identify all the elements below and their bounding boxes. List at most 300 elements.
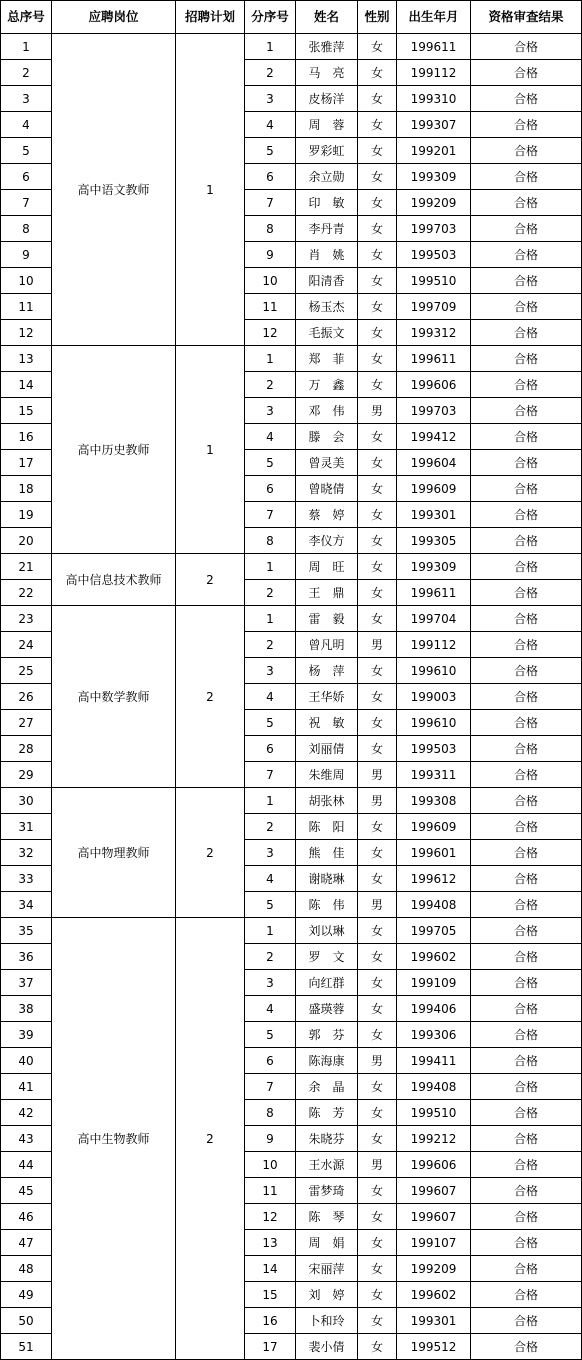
sub-no-cell: 7	[245, 190, 296, 216]
result-cell: 合格	[471, 606, 582, 632]
gender-cell: 女	[358, 294, 397, 320]
result-cell: 合格	[471, 996, 582, 1022]
gender-cell: 女	[358, 1230, 397, 1256]
total-no-cell: 48	[1, 1256, 52, 1282]
result-cell: 合格	[471, 1308, 582, 1334]
birth-cell: 199609	[397, 476, 471, 502]
result-cell: 合格	[471, 86, 582, 112]
name-cell: 印 敏	[296, 190, 358, 216]
total-no-cell: 33	[1, 866, 52, 892]
gender-cell: 女	[358, 658, 397, 684]
total-no-cell: 2	[1, 60, 52, 86]
sub-no-cell: 11	[245, 1178, 296, 1204]
name-cell: 裴小倩	[296, 1334, 358, 1360]
name-cell: 陈 伟	[296, 892, 358, 918]
total-no-cell: 17	[1, 450, 52, 476]
gender-cell: 女	[358, 736, 397, 762]
plan-cell: 2	[176, 788, 245, 918]
name-cell: 马 亮	[296, 60, 358, 86]
result-cell: 合格	[471, 866, 582, 892]
name-cell: 毛振文	[296, 320, 358, 346]
table-row	[1, 34, 582, 60]
result-cell: 合格	[471, 1022, 582, 1048]
position-cell: 高中信息技术教师	[52, 554, 176, 606]
birth-cell: 199705	[397, 918, 471, 944]
result-cell: 合格	[471, 1230, 582, 1256]
gender-cell: 女	[358, 190, 397, 216]
position-cell: 高中语文教师	[52, 34, 176, 346]
birth-cell: 199607	[397, 1178, 471, 1204]
sub-no-cell: 4	[245, 996, 296, 1022]
gender-cell: 女	[358, 1178, 397, 1204]
result-cell: 合格	[471, 580, 582, 606]
birth-cell: 199510	[397, 1100, 471, 1126]
birth-cell: 199412	[397, 424, 471, 450]
result-cell: 合格	[471, 1152, 582, 1178]
sub-no-cell: 3	[245, 840, 296, 866]
birth-cell: 199112	[397, 632, 471, 658]
gender-cell: 女	[358, 710, 397, 736]
gender-cell: 男	[358, 1152, 397, 1178]
birth-cell: 199408	[397, 892, 471, 918]
sub-no-cell: 12	[245, 1204, 296, 1230]
sub-no-cell: 4	[245, 112, 296, 138]
total-no-cell: 26	[1, 684, 52, 710]
birth-cell: 199703	[397, 398, 471, 424]
sub-no-cell: 4	[245, 424, 296, 450]
gender-cell: 女	[358, 944, 397, 970]
sub-no-cell: 5	[245, 892, 296, 918]
name-cell: 宋丽萍	[296, 1256, 358, 1282]
result-cell: 合格	[471, 502, 582, 528]
gender-cell: 女	[358, 918, 397, 944]
result-cell: 合格	[471, 372, 582, 398]
sub-no-cell: 3	[245, 658, 296, 684]
total-no-cell: 16	[1, 424, 52, 450]
birth-cell: 199212	[397, 1126, 471, 1152]
position-cell: 高中物理教师	[52, 788, 176, 918]
total-no-cell: 15	[1, 398, 52, 424]
gender-cell: 女	[358, 684, 397, 710]
total-no-cell: 25	[1, 658, 52, 684]
total-no-cell: 13	[1, 346, 52, 372]
name-cell: 李丹青	[296, 216, 358, 242]
table-body	[1, 34, 582, 1360]
name-cell: 周 旺	[296, 554, 358, 580]
result-cell: 合格	[471, 1282, 582, 1308]
result-cell: 合格	[471, 736, 582, 762]
name-cell: 杨 萍	[296, 658, 358, 684]
birth-cell: 199602	[397, 944, 471, 970]
total-no-cell: 36	[1, 944, 52, 970]
birth-cell: 199610	[397, 710, 471, 736]
result-cell: 合格	[471, 528, 582, 554]
total-no-cell: 41	[1, 1074, 52, 1100]
result-cell: 合格	[471, 710, 582, 736]
gender-cell: 女	[358, 606, 397, 632]
birth-cell: 199406	[397, 996, 471, 1022]
gender-cell: 女	[358, 528, 397, 554]
sub-no-cell: 8	[245, 1100, 296, 1126]
name-cell: 曾灵美	[296, 450, 358, 476]
result-cell: 合格	[471, 1204, 582, 1230]
result-cell: 合格	[471, 814, 582, 840]
sub-no-cell: 1	[245, 554, 296, 580]
gender-cell: 女	[358, 580, 397, 606]
birth-cell: 199604	[397, 450, 471, 476]
table-row	[1, 918, 582, 944]
name-cell: 邓 伟	[296, 398, 358, 424]
total-no-cell: 46	[1, 1204, 52, 1230]
sub-no-cell: 13	[245, 1230, 296, 1256]
total-no-cell: 51	[1, 1334, 52, 1360]
birth-cell: 199109	[397, 970, 471, 996]
name-cell: 蔡 婷	[296, 502, 358, 528]
name-cell: 杨玉杰	[296, 294, 358, 320]
sub-no-cell: 2	[245, 60, 296, 86]
sub-no-cell: 6	[245, 736, 296, 762]
sub-no-cell: 7	[245, 502, 296, 528]
name-cell: 罗 文	[296, 944, 358, 970]
name-cell: 谢晓琳	[296, 866, 358, 892]
total-no-cell: 47	[1, 1230, 52, 1256]
birth-cell: 199602	[397, 1282, 471, 1308]
result-cell: 合格	[471, 1256, 582, 1282]
total-no-cell: 37	[1, 970, 52, 996]
gender-cell: 男	[358, 788, 397, 814]
header-position: 应聘岗位	[52, 1, 176, 34]
result-cell: 合格	[471, 632, 582, 658]
position-cell: 高中生物教师	[52, 918, 176, 1360]
name-cell: 刘 婷	[296, 1282, 358, 1308]
result-cell: 合格	[471, 398, 582, 424]
total-no-cell: 9	[1, 242, 52, 268]
result-cell: 合格	[471, 944, 582, 970]
result-cell: 合格	[471, 346, 582, 372]
name-cell: 陈 琴	[296, 1204, 358, 1230]
header-total-no: 总序号	[1, 1, 52, 34]
gender-cell: 男	[358, 398, 397, 424]
position-cell: 高中数学教师	[52, 606, 176, 788]
plan-cell: 1	[176, 34, 245, 346]
name-cell: 雷 毅	[296, 606, 358, 632]
gender-cell: 女	[358, 216, 397, 242]
name-cell: 周 娟	[296, 1230, 358, 1256]
name-cell: 胡张林	[296, 788, 358, 814]
gender-cell: 女	[358, 1204, 397, 1230]
total-no-cell: 6	[1, 164, 52, 190]
name-cell: 卜和玲	[296, 1308, 358, 1334]
result-cell: 合格	[471, 762, 582, 788]
birth-cell: 199703	[397, 216, 471, 242]
total-no-cell: 8	[1, 216, 52, 242]
name-cell: 向红群	[296, 970, 358, 996]
birth-cell: 199709	[397, 294, 471, 320]
result-cell: 合格	[471, 658, 582, 684]
sub-no-cell: 3	[245, 398, 296, 424]
birth-cell: 199309	[397, 554, 471, 580]
result-cell: 合格	[471, 424, 582, 450]
name-cell: 曾晓倩	[296, 476, 358, 502]
plan-cell: 2	[176, 918, 245, 1360]
total-no-cell: 40	[1, 1048, 52, 1074]
sub-no-cell: 9	[245, 242, 296, 268]
gender-cell: 女	[358, 502, 397, 528]
header-plan: 招聘计划	[176, 1, 245, 34]
name-cell: 郑 菲	[296, 346, 358, 372]
result-cell: 合格	[471, 320, 582, 346]
birth-cell: 199311	[397, 762, 471, 788]
plan-cell: 2	[176, 606, 245, 788]
sub-no-cell: 4	[245, 866, 296, 892]
total-no-cell: 42	[1, 1100, 52, 1126]
total-no-cell: 3	[1, 86, 52, 112]
header-row	[1, 1, 582, 34]
name-cell: 李仪方	[296, 528, 358, 554]
birth-cell: 199310	[397, 86, 471, 112]
name-cell: 万 鑫	[296, 372, 358, 398]
total-no-cell: 1	[1, 34, 52, 60]
birth-cell: 199305	[397, 528, 471, 554]
total-no-cell: 28	[1, 736, 52, 762]
total-no-cell: 45	[1, 1178, 52, 1204]
name-cell: 熊 佳	[296, 840, 358, 866]
name-cell: 滕 会	[296, 424, 358, 450]
birth-cell: 199301	[397, 1308, 471, 1334]
sub-no-cell: 6	[245, 476, 296, 502]
birth-cell: 199610	[397, 658, 471, 684]
birth-cell: 199411	[397, 1048, 471, 1074]
sub-no-cell: 4	[245, 684, 296, 710]
gender-cell: 女	[358, 138, 397, 164]
result-cell: 合格	[471, 268, 582, 294]
birth-cell: 199606	[397, 372, 471, 398]
gender-cell: 女	[358, 1256, 397, 1282]
result-cell: 合格	[471, 1074, 582, 1100]
result-cell: 合格	[471, 190, 582, 216]
table-row	[1, 788, 582, 814]
sub-no-cell: 15	[245, 1282, 296, 1308]
sub-no-cell: 7	[245, 762, 296, 788]
gender-cell: 女	[358, 1282, 397, 1308]
sub-no-cell: 6	[245, 164, 296, 190]
birth-cell: 199301	[397, 502, 471, 528]
header-sub-no: 分序号	[245, 1, 296, 34]
gender-cell: 女	[358, 60, 397, 86]
gender-cell: 女	[358, 970, 397, 996]
birth-cell: 199201	[397, 138, 471, 164]
gender-cell: 女	[358, 866, 397, 892]
gender-cell: 女	[358, 86, 397, 112]
sub-no-cell: 2	[245, 580, 296, 606]
gender-cell: 女	[358, 424, 397, 450]
result-cell: 合格	[471, 554, 582, 580]
gender-cell: 女	[358, 164, 397, 190]
plan-cell: 2	[176, 554, 245, 606]
birth-cell: 199408	[397, 1074, 471, 1100]
gender-cell: 男	[358, 892, 397, 918]
gender-cell: 男	[358, 1048, 397, 1074]
name-cell: 刘丽倩	[296, 736, 358, 762]
total-no-cell: 22	[1, 580, 52, 606]
sub-no-cell: 1	[245, 346, 296, 372]
total-no-cell: 31	[1, 814, 52, 840]
total-no-cell: 50	[1, 1308, 52, 1334]
sub-no-cell: 1	[245, 34, 296, 60]
birth-cell: 199611	[397, 346, 471, 372]
result-cell: 合格	[471, 892, 582, 918]
result-cell: 合格	[471, 1178, 582, 1204]
plan-cell: 1	[176, 346, 245, 554]
name-cell: 曾凡明	[296, 632, 358, 658]
total-no-cell: 5	[1, 138, 52, 164]
gender-cell: 女	[358, 346, 397, 372]
name-cell: 郭 芬	[296, 1022, 358, 1048]
sub-no-cell: 10	[245, 1152, 296, 1178]
header-birth: 出生年月	[397, 1, 471, 34]
total-no-cell: 4	[1, 112, 52, 138]
total-no-cell: 12	[1, 320, 52, 346]
gender-cell: 女	[358, 996, 397, 1022]
result-cell: 合格	[471, 164, 582, 190]
birth-cell: 199704	[397, 606, 471, 632]
total-no-cell: 27	[1, 710, 52, 736]
gender-cell: 女	[358, 476, 397, 502]
name-cell: 余立勋	[296, 164, 358, 190]
birth-cell: 199309	[397, 164, 471, 190]
result-cell: 合格	[471, 294, 582, 320]
gender-cell: 女	[358, 450, 397, 476]
sub-no-cell: 10	[245, 268, 296, 294]
result-cell: 合格	[471, 970, 582, 996]
total-no-cell: 20	[1, 528, 52, 554]
sub-no-cell: 9	[245, 1126, 296, 1152]
name-cell: 刘以琳	[296, 918, 358, 944]
result-cell: 合格	[471, 1048, 582, 1074]
birth-cell: 199209	[397, 1256, 471, 1282]
gender-cell: 女	[358, 1100, 397, 1126]
sub-no-cell: 1	[245, 788, 296, 814]
sub-no-cell: 5	[245, 710, 296, 736]
name-cell: 王水源	[296, 1152, 358, 1178]
gender-cell: 女	[358, 1074, 397, 1100]
birth-cell: 199612	[397, 866, 471, 892]
total-no-cell: 7	[1, 190, 52, 216]
table-row	[1, 606, 582, 632]
sub-no-cell: 2	[245, 814, 296, 840]
result-cell: 合格	[471, 242, 582, 268]
total-no-cell: 39	[1, 1022, 52, 1048]
name-cell: 陈海康	[296, 1048, 358, 1074]
name-cell: 张雅萍	[296, 34, 358, 60]
birth-cell: 199607	[397, 1204, 471, 1230]
name-cell: 陈 阳	[296, 814, 358, 840]
result-cell: 合格	[471, 918, 582, 944]
name-cell: 朱维周	[296, 762, 358, 788]
table-row	[1, 346, 582, 372]
sub-no-cell: 8	[245, 216, 296, 242]
sub-no-cell: 5	[245, 1022, 296, 1048]
result-cell: 合格	[471, 684, 582, 710]
sub-no-cell: 2	[245, 632, 296, 658]
result-cell: 合格	[471, 1126, 582, 1152]
birth-cell: 199512	[397, 1334, 471, 1360]
result-cell: 合格	[471, 788, 582, 814]
name-cell: 皮杨洋	[296, 86, 358, 112]
total-no-cell: 10	[1, 268, 52, 294]
gender-cell: 女	[358, 814, 397, 840]
sub-no-cell: 3	[245, 86, 296, 112]
result-cell: 合格	[471, 138, 582, 164]
table-row	[1, 554, 582, 580]
birth-cell: 199209	[397, 190, 471, 216]
name-cell: 肖 姚	[296, 242, 358, 268]
result-cell: 合格	[471, 840, 582, 866]
gender-cell: 女	[358, 1022, 397, 1048]
birth-cell: 199611	[397, 34, 471, 60]
gender-cell: 女	[358, 372, 397, 398]
gender-cell: 女	[358, 112, 397, 138]
header-result: 资格审查结果	[471, 1, 582, 34]
sub-no-cell: 17	[245, 1334, 296, 1360]
total-no-cell: 43	[1, 1126, 52, 1152]
gender-cell: 女	[358, 34, 397, 60]
name-cell: 周 蓉	[296, 112, 358, 138]
name-cell: 雷梦琦	[296, 1178, 358, 1204]
total-no-cell: 23	[1, 606, 52, 632]
sub-no-cell: 14	[245, 1256, 296, 1282]
birth-cell: 199306	[397, 1022, 471, 1048]
sub-no-cell: 3	[245, 970, 296, 996]
total-no-cell: 14	[1, 372, 52, 398]
result-cell: 合格	[471, 450, 582, 476]
total-no-cell: 11	[1, 294, 52, 320]
sub-no-cell: 2	[245, 944, 296, 970]
name-cell: 王 鼎	[296, 580, 358, 606]
total-no-cell: 24	[1, 632, 52, 658]
result-cell: 合格	[471, 1100, 582, 1126]
birth-cell: 199609	[397, 814, 471, 840]
sub-no-cell: 2	[245, 372, 296, 398]
result-cell: 合格	[471, 34, 582, 60]
sub-no-cell: 11	[245, 294, 296, 320]
gender-cell: 女	[358, 268, 397, 294]
sub-no-cell: 1	[245, 918, 296, 944]
birth-cell: 199601	[397, 840, 471, 866]
gender-cell: 男	[358, 762, 397, 788]
birth-cell: 199003	[397, 684, 471, 710]
sub-no-cell: 12	[245, 320, 296, 346]
total-no-cell: 34	[1, 892, 52, 918]
result-cell: 合格	[471, 60, 582, 86]
sub-no-cell: 7	[245, 1074, 296, 1100]
result-cell: 合格	[471, 1334, 582, 1360]
gender-cell: 女	[358, 840, 397, 866]
sub-no-cell: 5	[245, 450, 296, 476]
result-cell: 合格	[471, 476, 582, 502]
result-cell: 合格	[471, 216, 582, 242]
gender-cell: 女	[358, 1126, 397, 1152]
position-cell: 高中历史教师	[52, 346, 176, 554]
sub-no-cell: 6	[245, 1048, 296, 1074]
birth-cell: 199107	[397, 1230, 471, 1256]
sub-no-cell: 1	[245, 606, 296, 632]
name-cell: 盛瑛蓉	[296, 996, 358, 1022]
total-no-cell: 30	[1, 788, 52, 814]
total-no-cell: 21	[1, 554, 52, 580]
gender-cell: 女	[358, 1334, 397, 1360]
name-cell: 阳清香	[296, 268, 358, 294]
